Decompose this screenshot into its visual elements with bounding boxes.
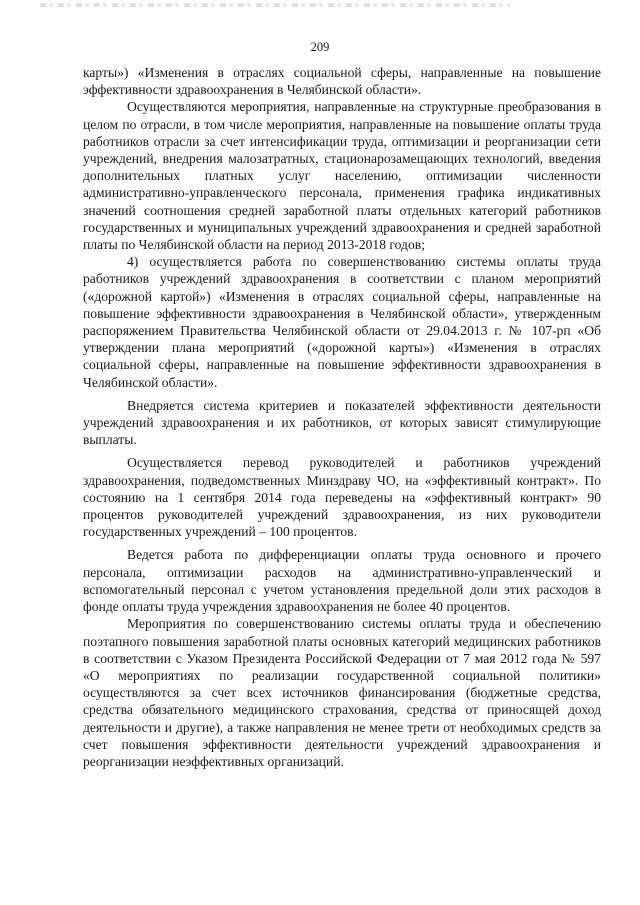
scan-artifact-strip <box>40 3 510 7</box>
paragraph-7: Мероприятия по совершенствованию системы оплаты труда и обеспечению поэтапного повышения заработной платы основных категорий медицинских работников в соответствии с Указом Президента Российской Федерации от 7 мая 2012 года № 597 «О мероприятиях по реализации государственной социальной политики» осуществляются за счет всех источников финансирования (бюджетные средства, средства обязательного медицинского страхования, средства от приносящей доход деятельности и другие), а также направления не менее трети от необходимых средств за счет повышения эффективности деятельности учреждений здравоохранения и реорганизации неэффективных организаций. <box>83 616 601 769</box>
paragraph-1: карты») «Изменения в отраслях социальной сферы, направленные на повышение эффективности здравоохранения в Челябинской области». <box>83 65 601 98</box>
page-number: 209 <box>310 40 330 54</box>
paragraph-2: Осуществляются мероприятия, направленные на структурные преобразования в целом по отрасли, в том числе мероприятия, направленные на повышение оплаты труда работников отрасли за счет интенсификации труда, оптимизации и реорганизации сети учреждений, внедрения малозатратных, стационарозамещающих технологий, введения дополнительных платных услуг населению, оптимизации численности административно-управленческого персонала, применения графика индикативных значений соотношения средней заработной платы отдельных категорий работников государственных и муниципальных учреждений здравоохранения и средней заработной платы по Челябинской области на период 2013-2018 годов; <box>83 99 601 253</box>
paragraph-5: Осуществляется перевод руководителей и работников учреждений здравоохранения, подведомственных Минздраву ЧО, на «эффективный контракт». По состоянию на 1 сентября 2014 года переведены на «эффективный контракт» 90 процентов руководителей учреждений здравоохранения, из них руководители государственных учреждений – 100 процентов. <box>83 455 601 540</box>
paragraph-6: Ведется работа по дифференциации оплаты труда основного и прочего персонала, оптимизации расходов на административно-управленческий и вспомогательный персонал с учетом установления предельной доли этих расходов в фонде оплаты труда учреждения здравоохранения не более 40 процентов. <box>83 547 601 615</box>
paragraph-4: Внедряется система критериев и показателей эффективности деятельности учреждений здравоохранения и их работников, от которых зависят стимулирующие выплаты. <box>83 397 601 448</box>
document-body <box>83 64 601 770</box>
paragraph-3: 4) осуществляется работа по совершенствованию системы оплаты труда работников учреждений здравоохранения в соответствии с планом мероприятий («дорожной картой») «Изменения в отраслях социальной сферы, направленные на повышение эффективности здравоохранения в Челябинской области», утвержденным распоряжением Правительства Челябинской области от 29.04.2013 г. № 107-рп «Об утверждении плана мероприятий («дорожной карты») «Изменения в отраслях социальной сферы, направленные на повышение эффективности здравоохранения в Челябинской области». <box>83 254 601 390</box>
